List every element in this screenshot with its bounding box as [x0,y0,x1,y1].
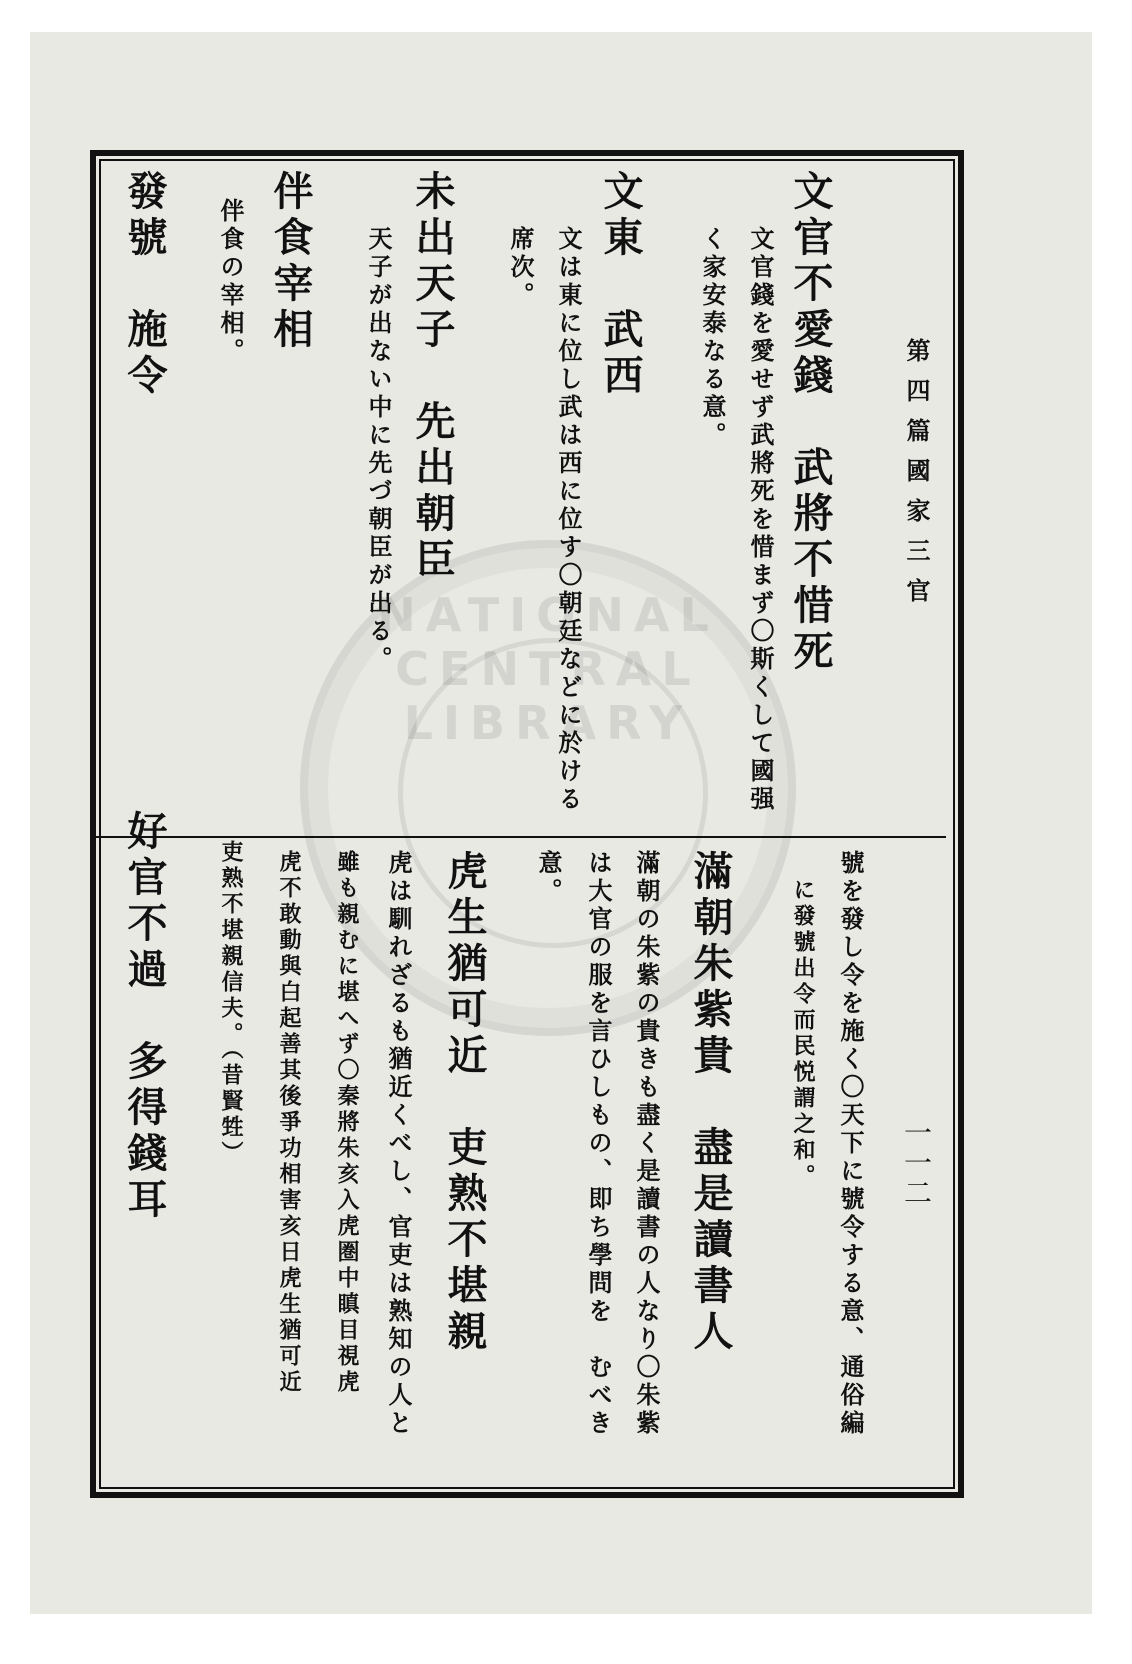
phrase-explanation: 文は東に位し武は西に位す〇朝廷などに於ける [554,226,583,814]
phrase-explanation: 虎は馴れざるも猶近くべし、官吏は熟知の人と [384,850,413,1438]
phrase-explanation: 席次。 [506,226,535,310]
phrase-heading: 滿朝朱紫貴 盡是讀書人 [687,850,734,1356]
phrase-heading: 好官不過 多得錢耳 [121,810,168,1224]
phrase-explanation: 雖も親むに堪へず〇秦將朱亥入虎圏中瞋目視虎 [334,850,360,1396]
phrase-explanation: は大官の服を言ひしもの、即ち學問を むべき [584,850,613,1438]
phrase-heading: 文東 武西 [597,170,644,400]
phrase-explanation: 意。 [534,850,563,906]
phrase-explanation: 虎不敢動與白起善其後爭功相害亥日虎生猶可近 [276,850,302,1396]
section-divider [96,836,946,838]
seal-text: NATIONAL CENTRAL LIBRARY [377,588,719,750]
phrase-explanation: 文官錢を愛せず武將死を惜まず〇斯くして國强 [746,226,775,814]
phrase-explanation: く家安泰なる意。 [698,226,727,450]
phrase-heading: 未出天子 先出朝臣 [409,170,456,584]
phrase-heading: 伴食宰相 [267,170,314,354]
phrase-explanation: 吏熟不堪親信夫。（昔賢甡） [218,840,244,1167]
chapter-running-header: 第四篇國家三官 [902,338,931,618]
phrase-heading: 發號 施令 [121,170,168,400]
phrase-heading: 文官不愛錢 武將不惜死 [787,170,834,676]
phrase-explanation: 滿朝の朱紫の貴きも盡く是讀書の人なり〇朱紫 [632,850,661,1438]
phrase-explanation: 天子が出ない中に先づ朝臣が出る。 [364,226,393,674]
phrase-explanation: 伴食の宰相。 [216,198,245,366]
page-number: 一一二 [900,1118,933,1208]
phrase-explanation: に發號出令而民悦謂之和。 [790,878,816,1190]
phrase-explanation: 號を發し令を施く〇天下に號令する意、通俗編 [836,850,865,1438]
phrase-heading: 虎生猶可近 吏熟不堪親 [441,850,488,1356]
